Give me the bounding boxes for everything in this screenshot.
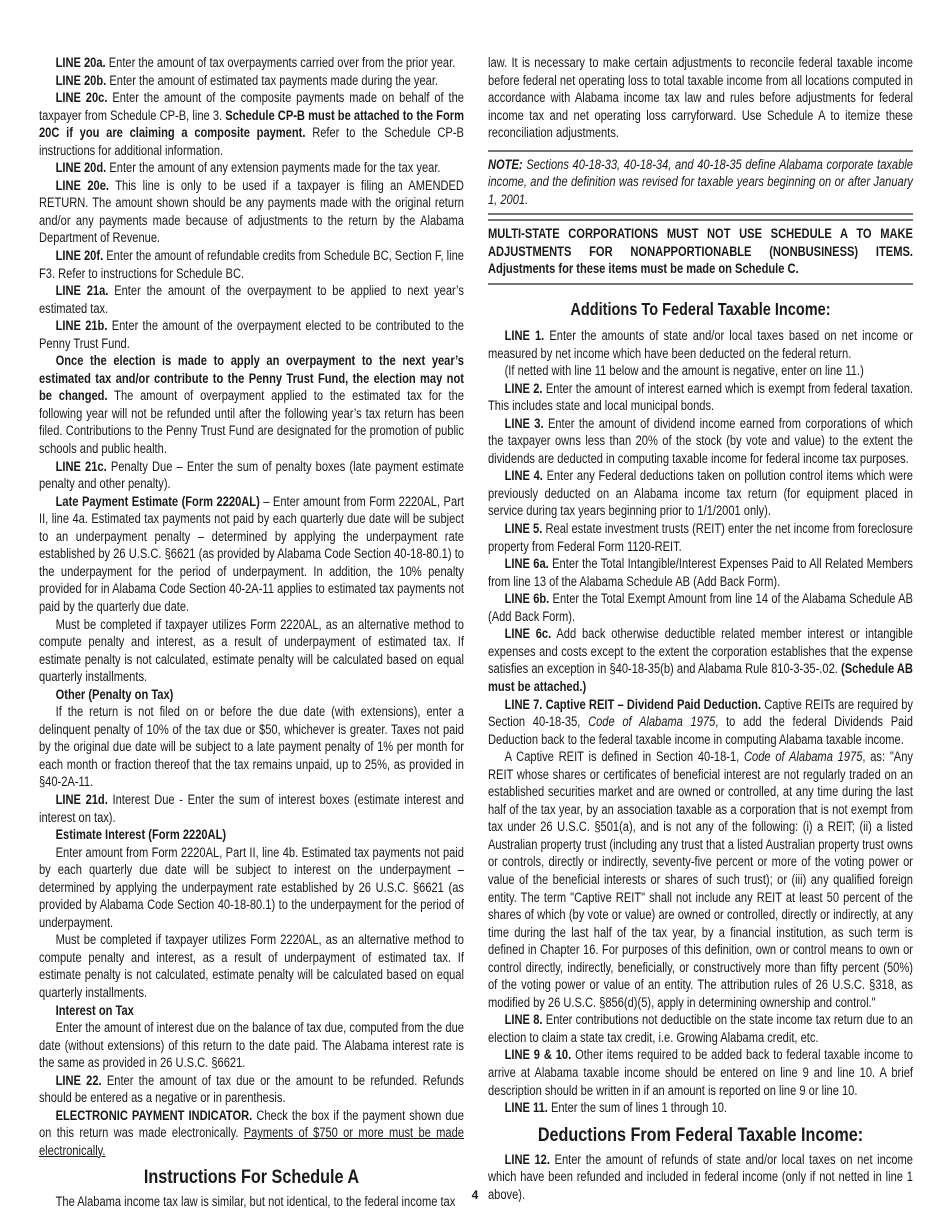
paragraph: [39, 686, 464, 704]
text: Enter the sum of lines 1 through 10.: [547, 1100, 728, 1116]
text: The amount of overpayment applied to the estimated tax for the following year will not be refunded until after the following year’s tax return has been filed. Contributions to the Penny Trust Fund are designated for the promotion of public schools and public health.: [39, 388, 464, 457]
instruction-line-3: [488, 415, 913, 468]
text: Enter the amount of tax overpayments carried over from the prior year.: [105, 55, 456, 70]
paragraph: [39, 826, 464, 844]
instruction-line-20d: [39, 159, 464, 177]
instruction-line-20c: [39, 89, 464, 159]
bold-text: LINE 22.: [55, 1072, 102, 1088]
instruction-line-9-10: [488, 1046, 913, 1099]
bold-text: LINE 5.: [504, 521, 543, 537]
bold-text: Other (Penalty on Tax): [55, 686, 174, 702]
text: Enter the Total Exempt Amount from line 14 of the Alabama Schedule AB (Add Back Form).: [488, 591, 913, 624]
right-column: [488, 54, 913, 1203]
text: Enter the amount of estimated tax payments made during the year.: [106, 72, 439, 88]
text: Captive REITs are required by Section 40-18-35,: [488, 696, 913, 730]
bold-text: LINE 21d.: [55, 791, 108, 807]
notice-text: [488, 225, 913, 278]
bold-text: LINE 7. Captive REIT – Dividend Paid Deduction.: [504, 696, 762, 712]
bold-text: LINE 20e.: [55, 177, 109, 193]
instruction-line-21b: [39, 317, 464, 352]
text: Enter the Total Intangible/Interest Expenses Paid to All Related Members from line 13 of the Alabama Schedule AB (Add Back Form).: [488, 556, 913, 589]
bold-text: NOTE:: [488, 156, 523, 172]
instruction-line-20a: [39, 54, 464, 72]
instruction-line-4: [488, 467, 913, 520]
left-column: [39, 54, 464, 1211]
instruction-line-11: [488, 1099, 913, 1117]
text: A Captive REIT is defined in Section 40-18-1,: [504, 749, 745, 765]
bold-text: LINE 21a.: [55, 283, 109, 299]
bold-text: LINE 2.: [504, 380, 543, 396]
italic-text: Sections 40-18-33, 40-18-34, and 40-18-35 define Alabama corporate taxable income, and the definition was revised for taxable years beginning on or after January 1, 2001.: [488, 156, 913, 207]
text: Must be completed if taxpayer utilizes Form 2220AL, as an alternative method to compute penalty and interest, as a result of underpayment of estimated tax. If estimate penalty is not calculated, estimate penalty will be calculated based on equal quarterly installments.: [39, 932, 464, 1000]
italic-text: Code of Alabama 1975: [744, 749, 863, 765]
text: Enter the amount of any extension payments made for the tax year.: [106, 160, 441, 176]
paragraph: [488, 362, 913, 380]
text: Enter the amount of refunds of state and/or local taxes on net income which have been refunded and included in federal income (only if not netted in line 1 above).: [488, 1151, 913, 1202]
instruction-line-2: [488, 380, 913, 415]
text: Check the box if the payment shown due on this return was made electronically.: [39, 1107, 464, 1141]
text: Other items required to be added back to federal taxable income to arrive at Alabama taxable income should be entered on line 9 and line 10. A brief description should be written in if an amount is reported on line 9 or line 10.: [488, 1047, 913, 1098]
underlined-text: Payments of $750 or more must be made electronically.: [39, 1125, 464, 1158]
instruction-line-20f: [39, 247, 464, 282]
text: Enter the amount of interest due on the balance of tax due, computed from the due date (without extensions) of this return to the date paid. The Alabama interest rate is the same as provided in 26 U.S.C. §6621.: [39, 1020, 464, 1071]
notice-box: [488, 219, 913, 285]
bold-text: LINE 11.: [504, 1100, 548, 1116]
bold-text: MULTI-STATE CORPORATIONS MUST NOT USE SCHEDULE A TO MAKE ADJUSTMENTS FOR NONAPPORTIONABLE (NONBUSINESS) ITEMS. Adjustments for these items must be made on Schedule C.: [488, 226, 913, 277]
text: Enter the amount of the overpayment elected to be contributed to the Penny Trust Fund.: [39, 318, 464, 351]
text: Real estate investment trusts (REIT) enter the net income from foreclosure property from Federal Form 1120-REIT.: [488, 521, 913, 554]
bold-text: LINE 9 & 10.: [504, 1047, 572, 1063]
bold-text: LINE 20b.: [55, 72, 107, 88]
bold-text: Late Payment Estimate (Form 2220AL): [55, 493, 260, 509]
text: Additions To Federal Taxable Income:: [570, 299, 831, 320]
text: Enter the amount of dividend income earned from corporations of which the taxpayer owns less than 20% of the stock (by vote and value) to the extent the dividends are deducted in computing taxable income for federal income tax purposes.: [488, 415, 913, 466]
paragraph: [39, 1002, 464, 1020]
bold-text: LINE 4.: [504, 468, 543, 484]
page-number: 4: [471, 1188, 479, 1202]
instruction-line-21d: [39, 791, 464, 826]
text: This line is only to be used if a taxpayer is filing an AMENDED RETURN. The amount shown should be any payments made with the original return and/or any payments made because of adjustments to the return by the Alabama Department of Revenue.: [39, 177, 464, 246]
paragraph: [39, 844, 464, 932]
bold-text: LINE 6c.: [504, 626, 552, 642]
text: Enter the amount of tax due or the amount to be refunded. Refunds should be entered as a negative or in parenthesis.: [39, 1072, 464, 1106]
text: Deductions From Federal Taxable Income:: [537, 1123, 864, 1146]
text: Enter the amount of refundable credits from Schedule BC, Section F, line F3. Refer to instructions for Schedule BC.: [39, 248, 464, 281]
paragraph: [488, 748, 913, 1011]
paragraph: [39, 352, 464, 457]
notice-box: [488, 150, 913, 216]
section-heading: [488, 297, 913, 321]
text: Enter the amounts of state and/or local taxes based on net income or measured by net income which have been deducted on the federal return.: [488, 328, 913, 361]
instruction-line-21c: [39, 458, 464, 493]
text: Enter amount from Form 2220AL, Part II, line 4b. Estimated tax payments not paid by each quarterly due date will be subject to interest on the underpayment – determined by applying the underpayment rate established by 26 U.S.C. §6621 (as provided by Alabama Code Section 40-18-80.1) to the underpayment for the period of underpayment.: [39, 844, 464, 930]
bold-text: LINE 20a.: [55, 55, 106, 70]
paragraph: [488, 54, 913, 142]
instruction-line-1: [488, 327, 913, 362]
text: Add back otherwise deductible related member interest or intangible expenses and costs except to the extent the corporation establishes that the expense satisfies an exception in §40-18-35(b) and Alabama Rule 810-3-35-.02.: [488, 626, 913, 677]
instruction-line-6c: [488, 625, 913, 695]
paragraph: [39, 616, 464, 686]
bold-text: Schedule CP-B must be attached to the Form 20C if you are claiming a composite payment.: [39, 107, 464, 141]
text: (If netted with line 11 below and the amount is negative, enter on line 11.): [504, 363, 864, 379]
text: Interest Due - Enter the sum of interest boxes (estimate interest and interest on tax).: [39, 791, 464, 825]
bold-text: LINE 8.: [504, 1012, 543, 1028]
text: Refer to the Schedule CP-B instructions for additional information.: [39, 125, 464, 158]
text: , as: "Any REIT whose shares or certificates of beneficial interest are not regularly traded on an established securities market and are owned or controlled, at any time during the last half of the tax year, by an association taxable as a corporation that is not exempt from tax under 26 U.S.C. §501(a), and is not any of the following: (i) a REIT; (ii) a listed Australian property trust (including any trust that a listed Australian property trust owns or controls, directly or indirectly, seventy-five percent or more of the voting power or value of the beneficial interests or shares of such trust); or (iii) any qualified foreign entity. The term "Captive REIT" shall not include any REIT at least 50 percent of the shares of which (by vote or value) are owned or controlled, directly or indirectly, at any time during the last half of the tax year, by a financial institution, as such term is defined in Chapter 16. For purposes of this definition, own or control means to own or control directly, indirectly, beneficially, or constructively more than fifty percent (50%) of the voting power or value of an entity. The attribution rules of 26 U.S.C. §318, as modified by 26 U.S.C. §856(d)(5), apply in determining ownership and control.": [488, 749, 913, 1010]
bold-text: LINE 21c.: [55, 458, 107, 474]
instruction-line-5: [488, 520, 913, 555]
text: Enter contributions not deductible on the state income tax return due to an election to claim a state tax credit, i.e. Growing Alabama credit, etc.: [488, 1012, 913, 1045]
bold-text: Estimate Interest (Form 2220AL): [55, 827, 227, 843]
bold-text: Once the election is made to apply an overpayment to the next year’s estimated tax and/or contribute to the Penny Trust Fund, the election may not be changed.: [39, 353, 464, 404]
bold-text: LINE 20f.: [55, 248, 104, 264]
instruction-line-8: [488, 1011, 913, 1046]
instruction-line-20e: [39, 177, 464, 247]
section-heading: [39, 1165, 464, 1189]
instruction-line-7-captive-reit-dividend-paid-deduct: [488, 696, 913, 749]
bold-text: LINE 6b.: [504, 591, 550, 607]
paragraph: [39, 1019, 464, 1072]
text: If the return is not filed on or before the due date (with extensions), enter a delinquent penalty of 10% of the tax due or $50, whichever is greater. Taxes not paid by the original due date will be subject to a late payment penalty of 1% per month for each month or fraction thereof that the tax remains unpaid, up to 25%, as provided in §40-2A-11.: [39, 704, 464, 790]
bold-text: LINE 12.: [504, 1151, 550, 1167]
bold-text: LINE 21b.: [55, 318, 108, 334]
bold-text: LINE 3.: [504, 415, 544, 431]
bold-text: (Schedule AB must be attached.): [488, 661, 913, 694]
text: – Enter amount from Form 2220AL, Part II, line 4a. Estimated tax payments not paid by each quarterly due date will be subject to an underpayment penalty – determined by applying the underpayment rate established by 26 U.S.C. §6621 (as provided by Alabama Code Section 40-18-80.1) to the underpayment for the period of underpayment. In addition, the 10% penalty provided for in Alabama Code Section 40-2A-11 applies to estimated tax payments not paid by the quarterly due date.: [39, 493, 464, 614]
instruction-line-20b: [39, 72, 464, 90]
text: Penalty Due – Enter the sum of penalty boxes (late payment estimate penalty and other penalty).: [39, 458, 464, 492]
instruction-line-21a: [39, 282, 464, 317]
text: Enter the amount of the composite payments made on behalf of the taxpayer from Schedule CP-B, line 3.: [39, 90, 464, 123]
text: Must be completed if taxpayer utilizes Form 2220AL, as an alternative method to compute penalty and interest, as a result of underpayment of estimated tax. If estimate penalty is not calculated, estimate penalty will be calculated based on equal quarterly installments.: [39, 616, 464, 685]
instruction-line-6a: [488, 555, 913, 590]
notice-text: [488, 156, 913, 209]
instruction-line-22: [39, 1072, 464, 1107]
text: Instructions For Schedule A: [143, 1166, 360, 1189]
bold-text: LINE 1.: [504, 328, 545, 344]
paragraph: [39, 931, 464, 1001]
section-heading: [488, 1123, 913, 1147]
bold-text: LINE 20c.: [55, 90, 108, 106]
text: Enter any Federal deductions taken on pollution control items which were previously deducted on an Alabama income tax return (for equipment placed in service during tax years beginning prior to 1/1/2001 only).: [488, 468, 913, 519]
italic-text: Code of Alabama 1975: [588, 714, 716, 730]
paragraph: [39, 703, 464, 791]
text: Enter the amount of interest earned which is exempt from federal taxation. This includes state and local municipal bonds.: [488, 380, 913, 414]
instruction-line-6b: [488, 590, 913, 625]
text: Enter the amount of the overpayment to be applied to next year’s estimated tax.: [39, 283, 464, 316]
bold-text: ELECTRONIC PAYMENT INDICATOR.: [55, 1107, 253, 1123]
text: The Alabama income tax law is similar, but not identical, to the federal income tax: [55, 1194, 456, 1210]
text: law. It is necessary to make certain adjustments to reconcile federal taxable income before federal net operating loss to total taxable income from all locations computed in accordance with Alabama income tax law and rules before adjustments for federal income tax and net operating loss carryforward. Use Schedule A to itemize these reconciliation adjustments.: [488, 55, 913, 141]
paragraph: [39, 1107, 464, 1160]
bold-text: LINE 20d.: [55, 160, 107, 176]
bold-text: LINE 6a.: [504, 556, 549, 572]
bold-text: Interest on Tax: [55, 1002, 134, 1018]
text: , to add the federal Dividends Paid Deduction back to the federal taxable income in computing Alabama taxable income.: [488, 714, 913, 747]
paragraph: [39, 493, 464, 616]
